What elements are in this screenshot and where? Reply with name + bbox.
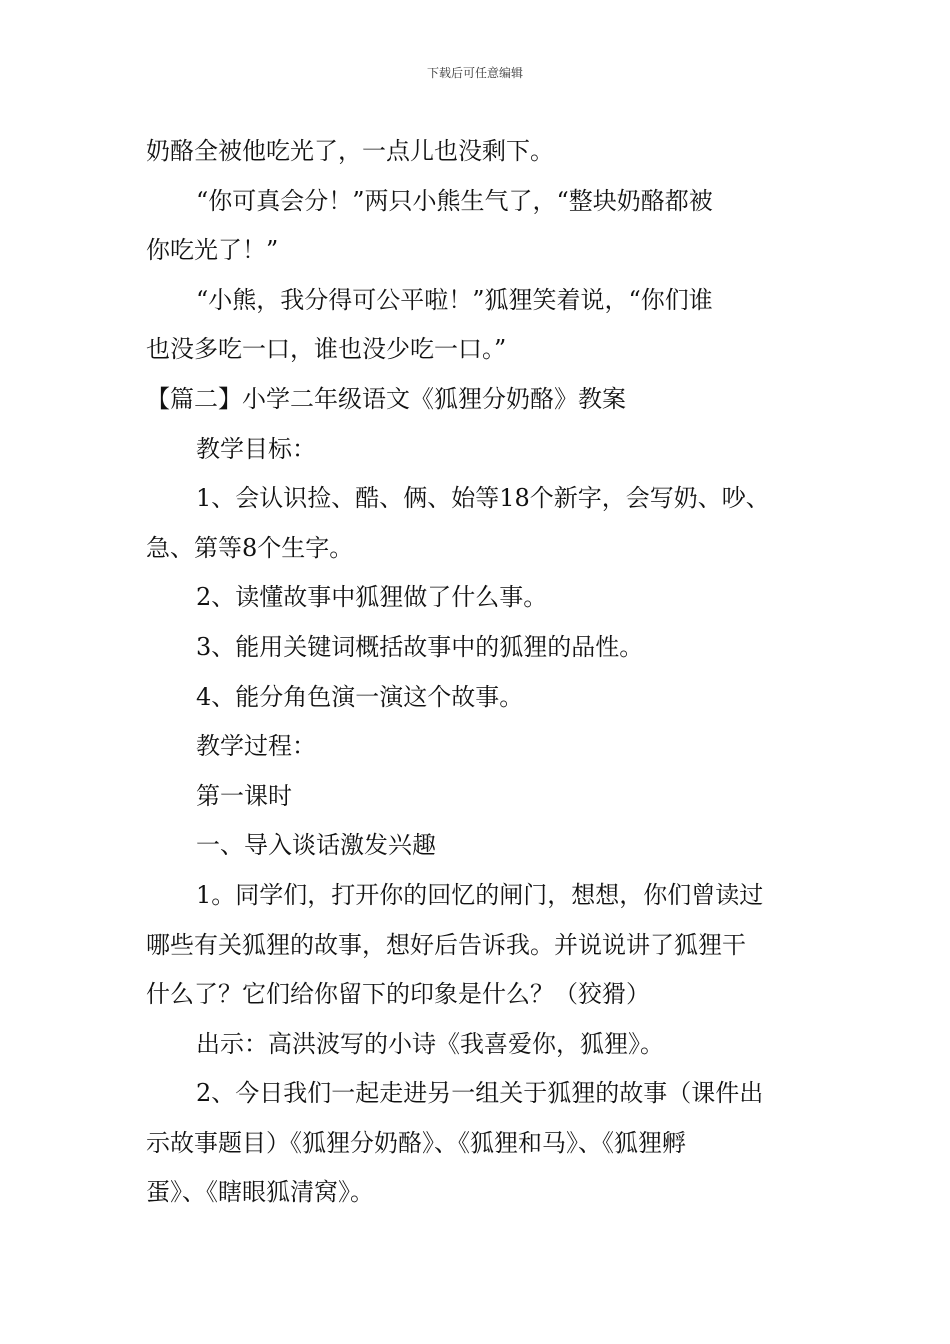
document-body	[146, 127, 806, 1218]
step-1-line-1: 1。同学们，打开你的回忆的闸门，想想，你们曾读过	[196, 880, 764, 909]
step-1-line-2: 哪些有关狐狸的故事，想好后告诉我。并说说讲了狐狸干	[146, 930, 746, 959]
text-line-5: 也没多吃一口，谁也没少吃一口。”	[146, 335, 507, 364]
goal-2: 2、读懂故事中狐狸做了什么事。	[196, 583, 548, 612]
step-1-line-3: 什么了？它们给你留下的印象是什么？（狡猾）	[146, 980, 650, 1009]
step-2-line-1: 2、今日我们一起走进另一组关于狐狸的故事（课件出	[196, 1079, 764, 1108]
goal-3: 3、能用关键词概括故事中的狐狸的品性。	[196, 632, 644, 661]
teaching-process-heading: 教学过程：	[196, 732, 316, 761]
page-header-note: 下载后可任意编辑	[426, 66, 523, 80]
text-line-4: “小熊，我分得可公平啦！”狐狸笑着说，“你们谁	[196, 285, 713, 314]
lesson-one-heading: 第一课时	[196, 781, 292, 810]
text-line-2: “你可真会分！”两只小熊生气了，“整块奶酪都被	[196, 186, 713, 215]
step-2-line-2: 示故事题目）《狐狸分奶酪》、《狐狸和马》、《狐狸孵	[146, 1128, 686, 1157]
goal-1-line-1: 1、会认识捡、酷、俩、始等18个新字，会写奶、吵、	[196, 484, 770, 513]
text-line-1: 奶酪全被他吃光了，一点儿也没剩下。	[146, 137, 554, 165]
step-one-heading: 一、导入谈话激发兴趣	[196, 831, 436, 860]
goal-4: 4、能分角色演一演这个故事。	[196, 682, 524, 711]
show-poem-line: 出示：高洪波写的小诗《我喜爱你，狐狸》。	[196, 1029, 664, 1058]
teaching-goals-heading: 教学目标：	[196, 434, 316, 463]
text-line-3: 你吃光了！”	[146, 236, 279, 265]
step-2-line-3: 蛋》、《瞎眼狐清窝》。	[146, 1178, 374, 1207]
goal-1-line-2: 急、第等8个生字。	[146, 533, 354, 562]
section-heading: 【篇二】小学二年级语文《狐狸分奶酪》教案	[146, 384, 626, 413]
